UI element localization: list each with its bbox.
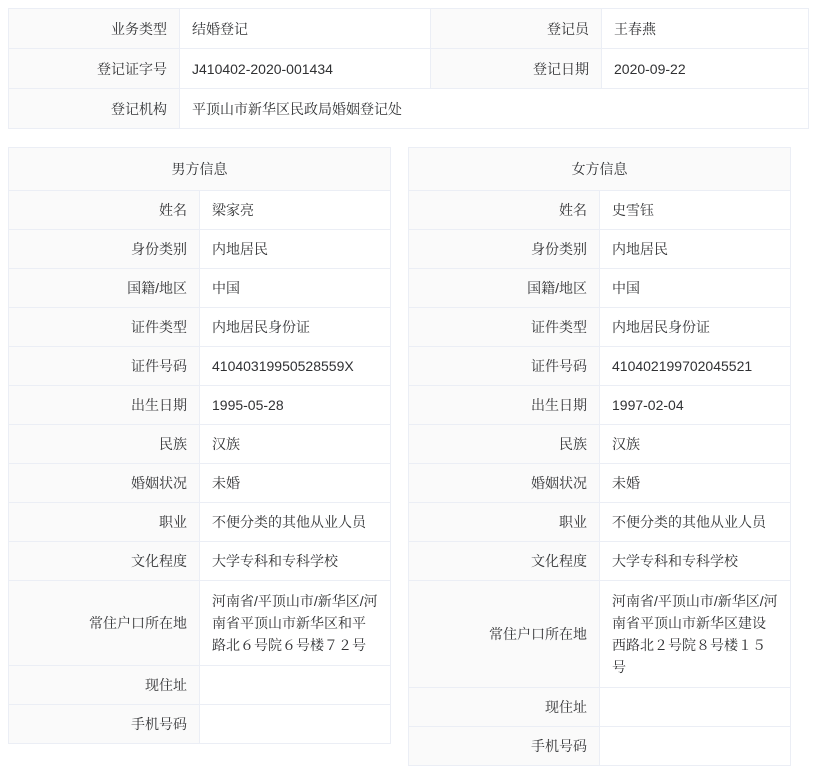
table-row xyxy=(9,269,391,308)
table-row xyxy=(9,542,391,581)
female-ethnicity-value: 汉族 xyxy=(600,425,791,464)
table-row xyxy=(9,230,391,269)
female-id-number-value: 410402199702045521 xyxy=(600,347,791,386)
male-nationality-label: 国籍/地区 xyxy=(9,269,200,308)
female-name-value: 史雪钰 xyxy=(600,191,791,230)
business-type-value: 结婚登记 xyxy=(180,9,431,49)
male-marital-status-label: 婚姻状况 xyxy=(9,464,200,503)
male-birth-date-label: 出生日期 xyxy=(9,386,200,425)
male-info-title: 男方信息 xyxy=(9,148,391,191)
registration-office-label: 登记机构 xyxy=(9,89,180,129)
registration-date-value: 2020-09-22 xyxy=(602,49,809,89)
female-marital-status-value: 未婚 xyxy=(600,464,791,503)
table-row xyxy=(9,425,391,464)
table-row xyxy=(409,464,791,503)
male-occupation-value: 不便分类的其他从业人员 xyxy=(200,503,391,542)
female-nationality-value: 中国 xyxy=(600,269,791,308)
male-education-label: 文化程度 xyxy=(9,542,200,581)
certificate-number-label: 登记证字号 xyxy=(9,49,180,89)
female-marital-status-label: 婚姻状况 xyxy=(409,464,600,503)
table-row xyxy=(9,89,809,129)
female-occupation-value: 不便分类的其他从业人员 xyxy=(600,503,791,542)
male-ethnicity-label: 民族 xyxy=(9,425,200,464)
female-ethnicity-label: 民族 xyxy=(409,425,600,464)
male-household-address-value: 河南省/平顶山市/新华区/河南省平顶山市新华区和平路北６号院６号楼７２号 xyxy=(200,581,391,666)
table-row xyxy=(409,347,791,386)
table-row xyxy=(9,666,391,705)
female-id-type-value: 内地居民身份证 xyxy=(600,308,791,347)
female-birth-date-label: 出生日期 xyxy=(409,386,600,425)
registrar-value: 王春燕 xyxy=(602,9,809,49)
table-row xyxy=(409,386,791,425)
male-info-table xyxy=(8,147,391,744)
male-phone-value xyxy=(200,705,391,744)
male-ethnicity-value: 汉族 xyxy=(200,425,391,464)
table-row xyxy=(409,269,791,308)
table-row xyxy=(409,542,791,581)
table-row xyxy=(9,464,391,503)
female-current-address-label: 现住址 xyxy=(409,688,600,727)
male-id-type-label: 证件类型 xyxy=(9,308,200,347)
business-type-label: 业务类型 xyxy=(9,9,180,49)
male-id-type-value: 内地居民身份证 xyxy=(200,308,391,347)
registration-summary-table xyxy=(8,8,809,129)
table-row xyxy=(9,9,809,49)
female-phone-value xyxy=(600,727,791,766)
female-id-type-label: 证件类型 xyxy=(409,308,600,347)
table-row xyxy=(9,347,391,386)
female-phone-label: 手机号码 xyxy=(409,727,600,766)
registration-office-value: 平顶山市新华区民政局婚姻登记处 xyxy=(180,89,809,129)
table-row xyxy=(409,308,791,347)
table-row xyxy=(409,230,791,269)
male-nationality-value: 中国 xyxy=(200,269,391,308)
male-household-address-label: 常住户口所在地 xyxy=(9,581,200,666)
female-id-number-label: 证件号码 xyxy=(409,347,600,386)
table-row xyxy=(409,688,791,727)
male-phone-label: 手机号码 xyxy=(9,705,200,744)
table-row xyxy=(409,191,791,230)
table-row xyxy=(9,581,391,666)
female-identity-category-value: 内地居民 xyxy=(600,230,791,269)
male-marital-status-value: 未婚 xyxy=(200,464,391,503)
table-row xyxy=(9,386,391,425)
male-current-address-label: 现住址 xyxy=(9,666,200,705)
table-row xyxy=(9,308,391,347)
table-row xyxy=(409,581,791,688)
male-id-number-value: 41040319950528559X xyxy=(200,347,391,386)
female-info-title: 女方信息 xyxy=(409,148,791,191)
female-household-address-label: 常住户口所在地 xyxy=(409,581,600,688)
female-info-title-row xyxy=(409,148,791,191)
registrar-label: 登记员 xyxy=(431,9,602,49)
male-identity-category-label: 身份类别 xyxy=(9,230,200,269)
female-info-column xyxy=(408,147,791,766)
table-row xyxy=(9,49,809,89)
table-row xyxy=(9,503,391,542)
person-columns xyxy=(8,147,809,766)
male-occupation-label: 职业 xyxy=(9,503,200,542)
female-name-label: 姓名 xyxy=(409,191,600,230)
male-id-number-label: 证件号码 xyxy=(9,347,200,386)
certificate-number-value: J410402-2020-001434 xyxy=(180,49,431,89)
table-row xyxy=(9,705,391,744)
female-current-address-value xyxy=(600,688,791,727)
male-birth-date-value: 1995-05-28 xyxy=(200,386,391,425)
male-education-value: 大学专科和专科学校 xyxy=(200,542,391,581)
female-household-address-value: 河南省/平顶山市/新华区/河南省平顶山市新华区建设西路北２号院８号楼１５号 xyxy=(600,581,791,688)
table-row xyxy=(409,503,791,542)
female-education-value: 大学专科和专科学校 xyxy=(600,542,791,581)
male-identity-category-value: 内地居民 xyxy=(200,230,391,269)
female-birth-date-value: 1997-02-04 xyxy=(600,386,791,425)
table-row xyxy=(9,191,391,230)
male-info-title-row xyxy=(9,148,391,191)
male-current-address-value xyxy=(200,666,391,705)
male-name-label: 姓名 xyxy=(9,191,200,230)
female-occupation-label: 职业 xyxy=(409,503,600,542)
female-info-table xyxy=(408,147,791,766)
female-nationality-label: 国籍/地区 xyxy=(409,269,600,308)
male-info-column xyxy=(8,147,391,766)
table-row xyxy=(409,727,791,766)
male-name-value: 梁家亮 xyxy=(200,191,391,230)
female-education-label: 文化程度 xyxy=(409,542,600,581)
female-identity-category-label: 身份类别 xyxy=(409,230,600,269)
registration-date-label: 登记日期 xyxy=(431,49,602,89)
table-row xyxy=(409,425,791,464)
